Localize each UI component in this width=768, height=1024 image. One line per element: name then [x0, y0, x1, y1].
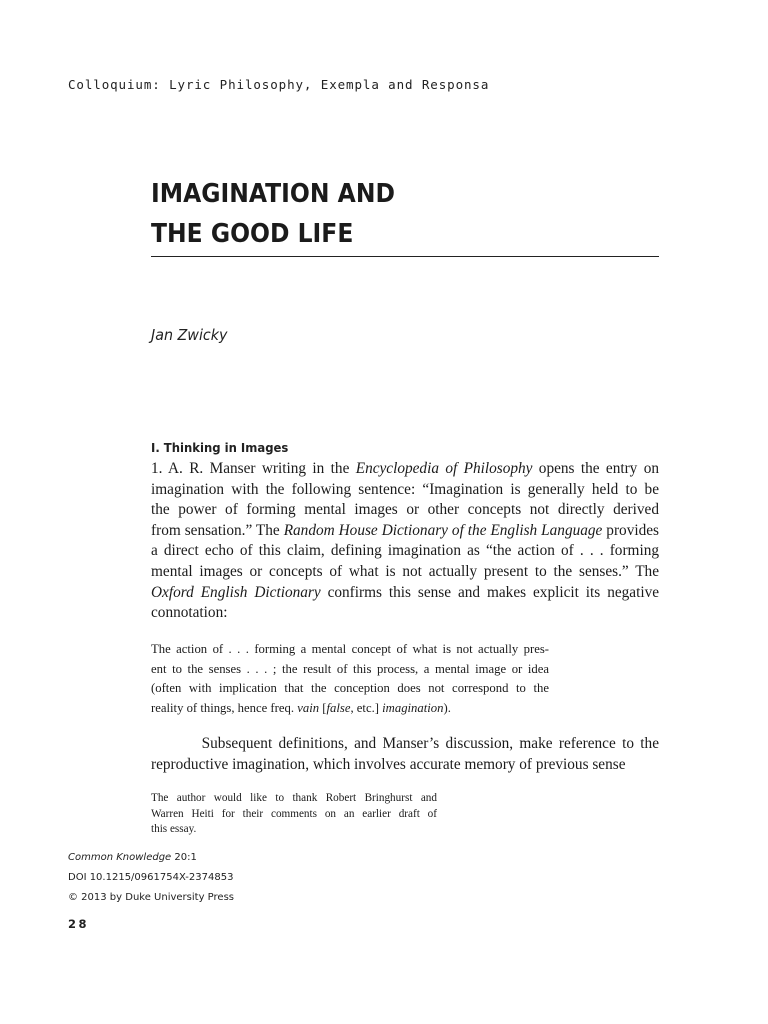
text-run: connotation:: [151, 604, 228, 622]
text-run: (often with implication that the conception does not correspond to the: [151, 681, 549, 695]
italic-run: imagination: [382, 700, 444, 715]
italic-run: Random House Dictionary of the English Language: [283, 521, 603, 539]
text-run: confirms this sense and makes explicit its negative: [320, 583, 660, 601]
text-line: [151, 459, 659, 480]
author-name: Jan Zwicky: [151, 326, 228, 344]
text-run: ent to the senses . . . ; the result of this process, a mental image or idea: [151, 661, 549, 676]
text-line: [151, 500, 659, 521]
text-line: [151, 807, 437, 823]
text-run: reproductive imagination, which involves accurate memory of previous sense: [151, 755, 626, 773]
text-run: a direct echo of this claim, defining imagination as “the action of . . . forming: [151, 542, 659, 560]
text-line: [151, 521, 659, 542]
text-run: Subsequent definitions, and Manser’s discussion, make reference to the: [151, 735, 659, 752]
text-run: this essay.: [151, 823, 197, 835]
text-run: , etc.]: [350, 700, 383, 715]
page-number: 28: [68, 917, 90, 931]
title-line: THE GOOD LIFE: [151, 219, 354, 249]
text-run: [: [319, 700, 327, 715]
italic-run: false: [326, 700, 351, 715]
text-line: [151, 640, 549, 659]
running-head: Colloquium: Lyric Philosophy, Exempla and Responsa: [68, 77, 490, 92]
text-run: ).: [443, 700, 451, 715]
title-line: IMAGINATION AND: [151, 179, 395, 209]
article-title: [151, 174, 618, 254]
text-run: the power of forming mental images or other concepts not directly derived: [151, 501, 659, 519]
text-line: [151, 822, 437, 838]
text-run: opens the entry on: [532, 460, 659, 477]
section-heading: I. Thinking in Images: [151, 440, 289, 455]
text-line: [151, 699, 549, 718]
text-line: [151, 679, 549, 698]
text-run: provides: [602, 521, 659, 539]
text-line: [151, 541, 659, 562]
text-run: imagination with the following sentence: “Imagination is generally held to be: [151, 480, 659, 498]
text-run: Warren Heiti for their comments on an earlier draft of: [151, 807, 437, 820]
text-line: [151, 660, 549, 679]
journal-citation: [68, 852, 197, 863]
text-line: [151, 755, 659, 776]
text-run: reality of things, hence freq.: [151, 700, 298, 715]
text-run: The action of . . . forming a mental concept of what is not actually pres-: [151, 642, 549, 656]
journal-name: Common Knowledge: [68, 852, 172, 863]
title-rule: [151, 256, 659, 257]
italic-run: vain: [297, 700, 320, 715]
text-line: [151, 562, 659, 583]
italic-run: Encyclopedia of Philosophy: [355, 460, 533, 477]
text-run: 1. A. R. Manser writing in the: [151, 460, 356, 477]
text-run: mental images or concepts of what is not actually present to the senses.” The: [151, 563, 659, 580]
text-line: [151, 791, 437, 807]
text-line: [151, 603, 659, 624]
copyright: © 2013 by Duke University Press: [68, 892, 234, 903]
italic-run: Oxford English Dictionary: [151, 583, 321, 601]
journal-volume: 20:1: [171, 852, 197, 863]
text-line: [151, 480, 659, 501]
text-run: from sensation.” The: [151, 521, 284, 539]
text-run: The author would like to thank Robert Bringhurst and: [151, 792, 437, 804]
text-line: [151, 734, 659, 755]
text-line: [151, 583, 659, 604]
doi: DOI 10.1215/0961754X-2374853: [68, 872, 234, 883]
